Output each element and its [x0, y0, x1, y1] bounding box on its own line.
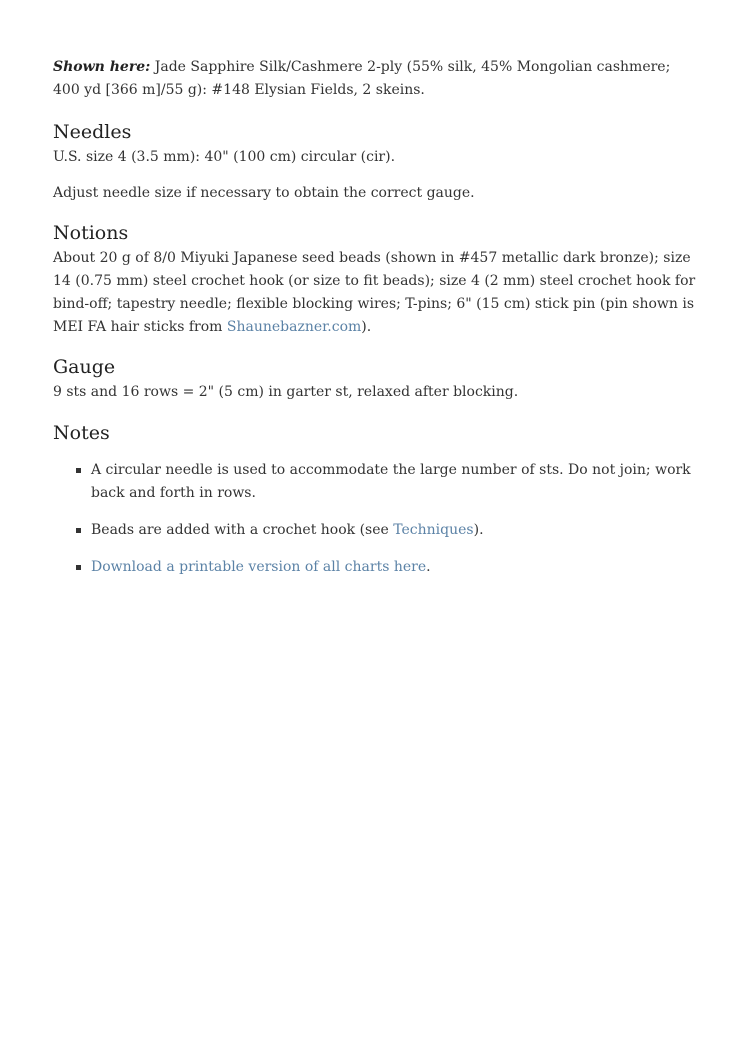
needles-heading: Needles [53, 121, 132, 143]
shown-here-paragraph [53, 56, 698, 102]
bullet-icon [76, 565, 81, 570]
note-text: A circular needle is used to accommodate the large number of sts. Do not join; work back and forth in rows. [91, 462, 691, 501]
document-page [53, 56, 698, 593]
list-item [53, 556, 698, 579]
notes-list [53, 459, 698, 579]
notions-heading: Notions [53, 222, 129, 244]
bullet-icon [76, 468, 81, 473]
note-text-before: Beads are added with a crochet hook (see [91, 522, 394, 538]
gauge-text: 9 sts and 16 rows = 2" (5 cm) in garter st, relaxed after blocking. [53, 384, 519, 400]
needle-size-text: U.S. size 4 (3.5 mm): 40" (100 cm) circular (cir). [53, 149, 396, 165]
list-item [53, 459, 698, 505]
needle-adjust-text: Adjust needle size if necessary to obtain the correct gauge. [53, 185, 475, 201]
gauge-heading: Gauge [53, 356, 116, 378]
shaunebazner-link[interactable]: Shaunebazner.com [226, 319, 362, 335]
notes-heading: Notes [53, 422, 110, 444]
techniques-link[interactable]: Techniques [393, 522, 474, 538]
list-item [53, 519, 698, 542]
bullet-icon [76, 528, 81, 533]
notions-text: About 20 g of 8/0 Miyuki Japanese seed beads (shown in #457 metallic dark bronze); size 14 (0.75 mm) steel crochet hook (or size to fit beads); size 4 (2 mm) steel crochet hook for bind-off; tapestry needle; flexible blocking wires; T-pins; 6" (15 cm) stick pin (pin shown is MEI FA hair sticks from [53, 250, 696, 335]
download-charts-link[interactable]: Download a printable version of all charts here [91, 559, 427, 575]
notions-text-end: ). [361, 319, 372, 335]
note-text-after: . [426, 559, 431, 575]
shown-here-text: Jade Sapphire Silk/Cashmere 2-ply (55% silk, 45% Mongolian cashmere; 400 yd [366 m]/55 g): #148 Elysian Fields, 2 skeins. [53, 59, 671, 98]
notions-paragraph [53, 247, 698, 339]
note-text-after: ). [473, 522, 484, 538]
shown-here-label: Shown here: [53, 59, 151, 75]
